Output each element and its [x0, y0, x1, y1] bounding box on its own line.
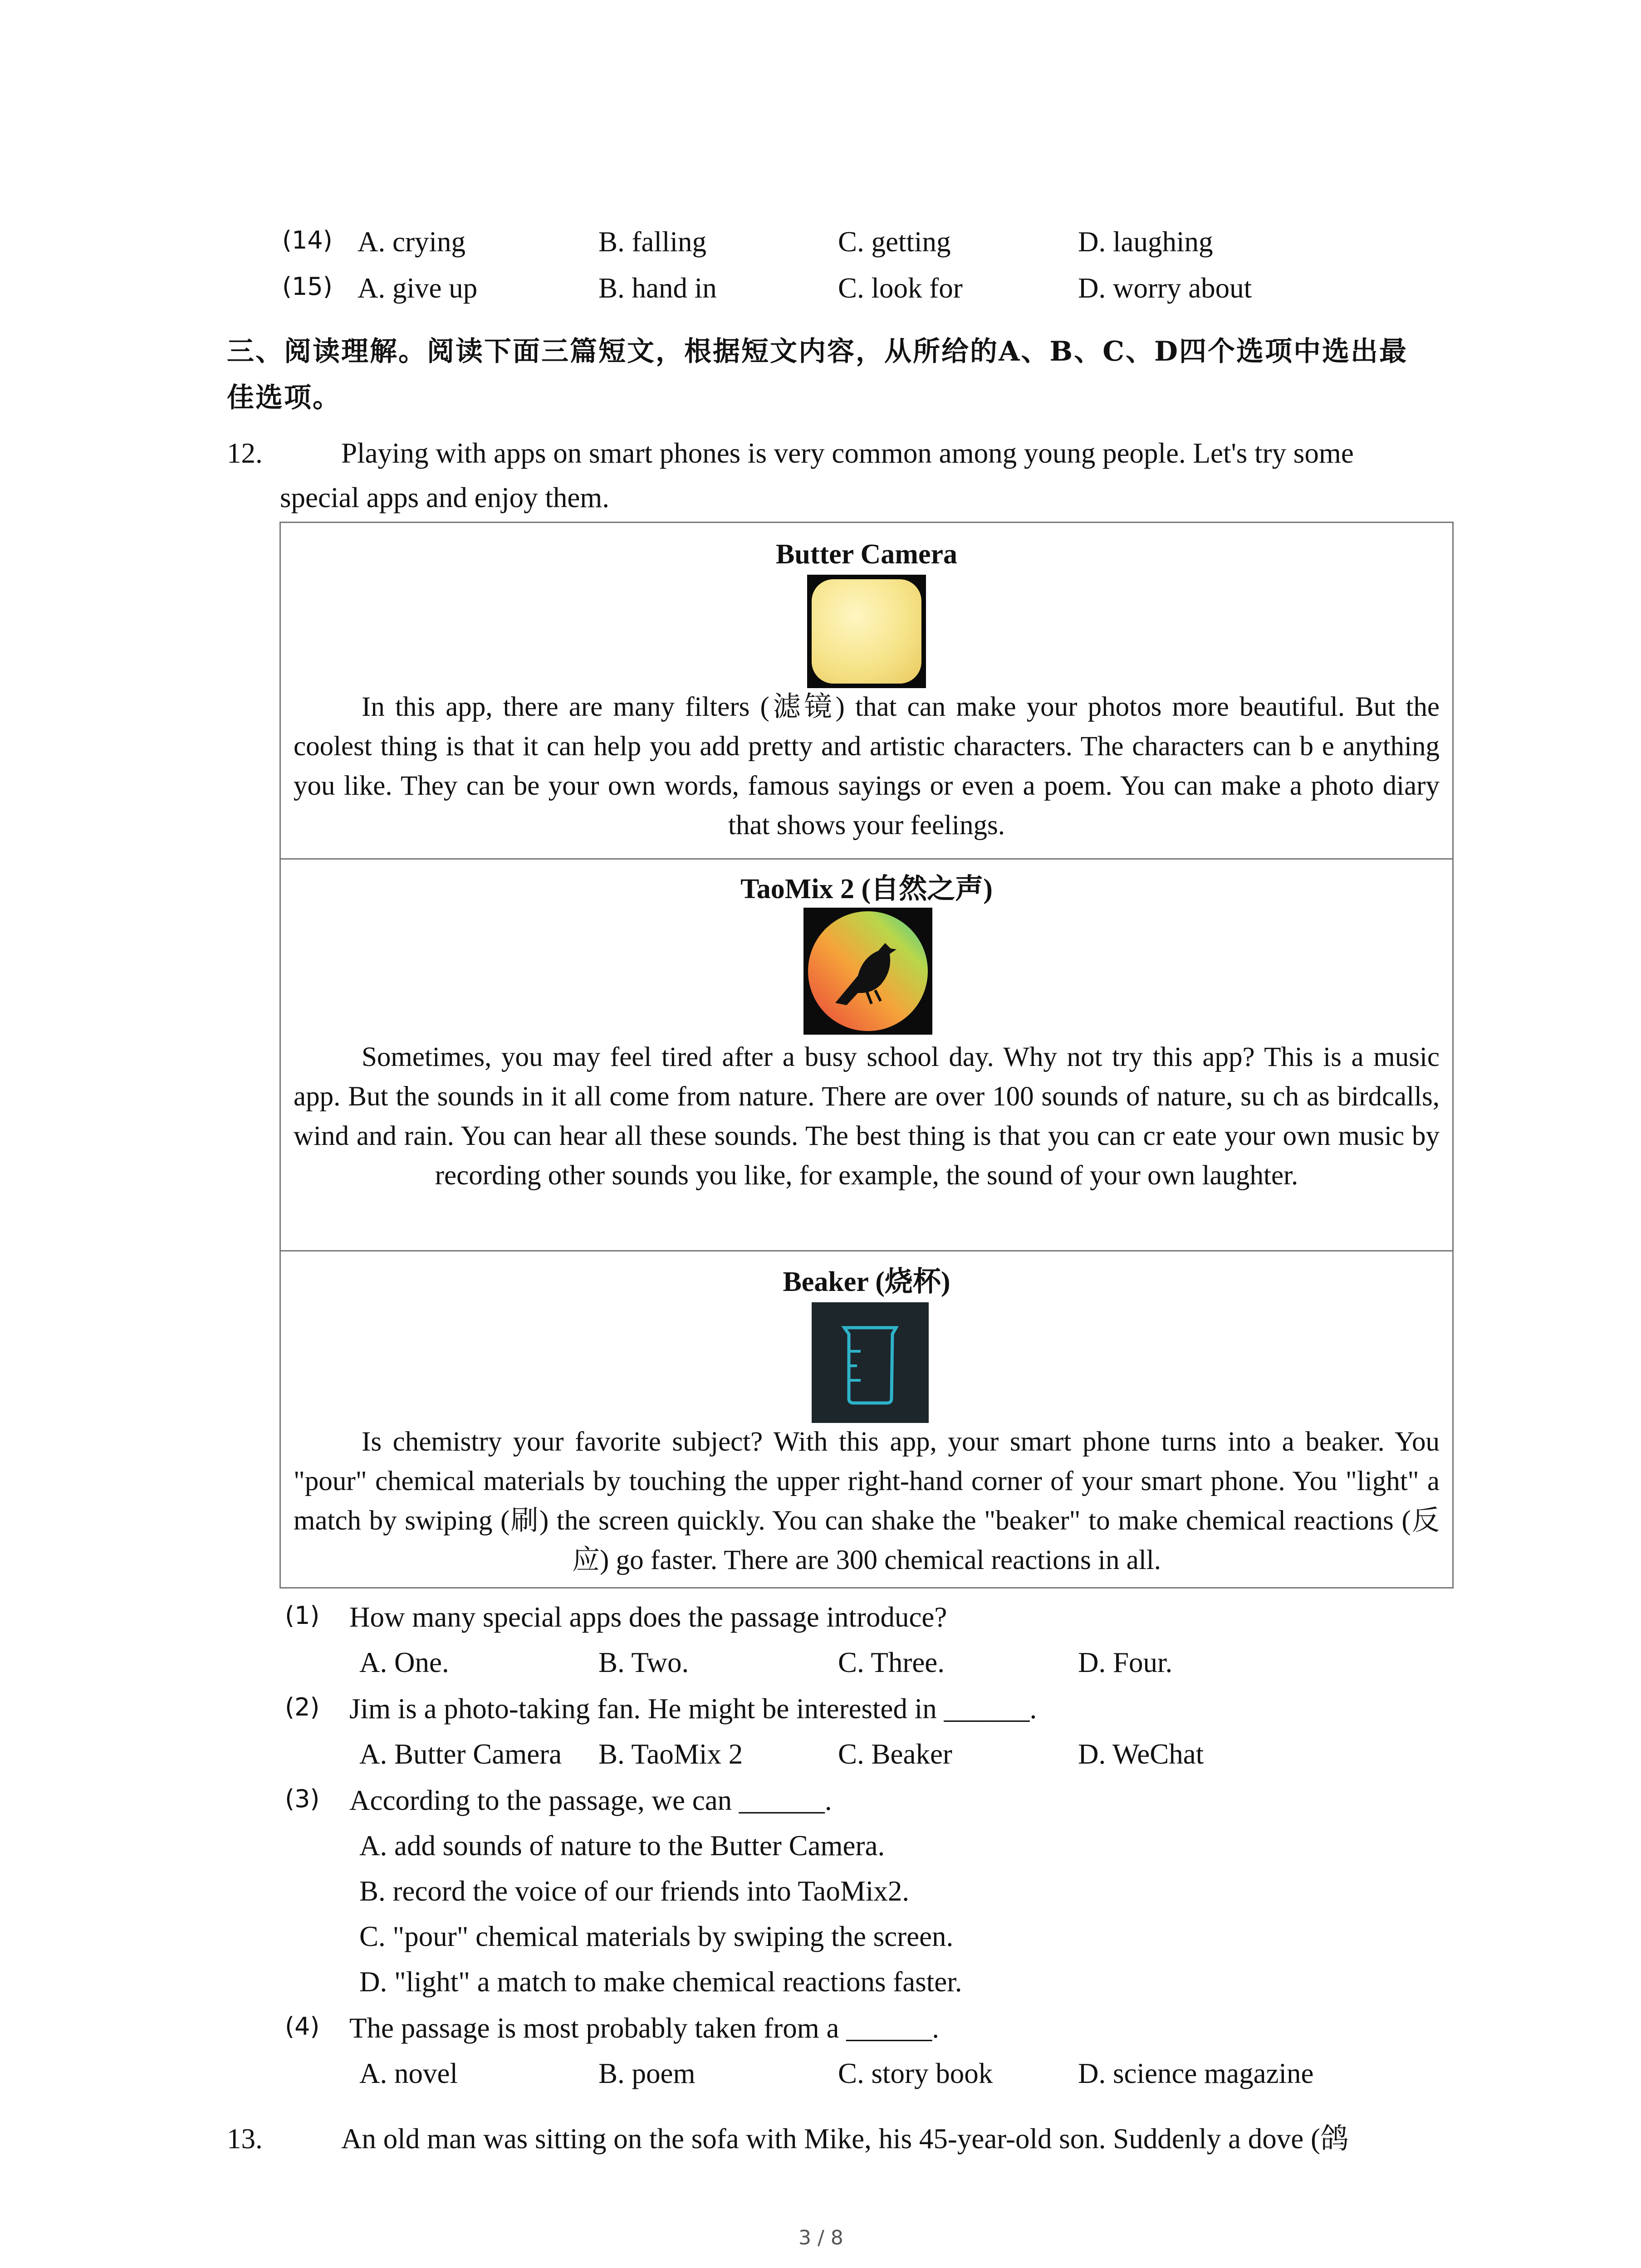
app-beaker [281, 1250, 1452, 1590]
app-title: Beaker (烧杯) [783, 1266, 950, 1297]
option-a: A. give up [358, 272, 478, 304]
option-a: A. novel [359, 2058, 458, 2089]
app-description-text: In this app, there are many filters (滤镜) that can make your photos more beautiful. But the coolest thing is that it can help you add pretty and artistic characters. The characters can b e anything you like. They can be your own words, famous sayings or even a poem. You can make a photo diary that shows your feelings. [294, 692, 1440, 841]
option-c: C. "pour" chemical materials by swiping the screen. [359, 1921, 954, 1952]
app-title: Butter Camera [775, 539, 957, 570]
subquestion-stem: Jim is a photo-taking fan. He might be interested in ______. [349, 1693, 1037, 1725]
subquestion-number: (2) [285, 1693, 320, 1721]
butter-camera-icon [807, 575, 926, 688]
subquestion-number: (1) [285, 1601, 320, 1630]
option-b: B. poem [598, 2058, 696, 2089]
beaker-icon [812, 1302, 929, 1423]
subquestion-number: (3) [285, 1784, 320, 1813]
option-c: C. getting [838, 226, 951, 258]
option-b: B. TaoMix 2 [598, 1738, 743, 1770]
app-description [294, 1037, 1440, 1195]
app-taomix [281, 858, 1452, 1251]
option-c: C. Three. [838, 1647, 945, 1678]
subquestion-stem: According to the passage, we can ______. [349, 1784, 832, 1816]
option-d: D. WeChat [1078, 1738, 1204, 1770]
option-c: C. story book [838, 2058, 993, 2089]
app-description-text: Is chemistry your favorite subject? With this app, your smart phone turns into a beaker. You "pour" chemical materials by touching the upper right-hand corner of your smart phone. You "light" a match by swiping (刷) the screen quickly. You can shake the "beaker" to make chemical reactions (反应) go faster. There are 300 chemical reactions in all. [294, 1427, 1440, 1575]
app-description [294, 1422, 1440, 1580]
apps-table [279, 522, 1454, 1589]
app-butter-camera [281, 523, 1452, 858]
item-number: (14) [282, 226, 333, 254]
option-a: A. crying [358, 226, 465, 258]
option-a: A. One. [359, 1647, 449, 1678]
section-title-line2: 佳选项。 [227, 382, 341, 414]
page-number: 3 / 8 [798, 2226, 843, 2249]
option-b: B. record the voice of our friends into TaoMix2. [359, 1875, 910, 1907]
option-c: C. Beaker [838, 1738, 952, 1770]
item-number: (15) [282, 272, 333, 301]
question-number: 13. [227, 2123, 263, 2155]
option-b: B. Two. [598, 1647, 689, 1678]
option-d: D. worry about [1078, 272, 1252, 304]
option-c: C. look for [838, 272, 963, 304]
intro-line2: special apps and enjoy them. [280, 482, 610, 513]
subquestion-stem: How many special apps does the passage introduce? [349, 1601, 947, 1633]
option-d: D. "light" a match to make chemical reactions faster. [359, 1966, 962, 1998]
option-d: D. Four. [1078, 1647, 1173, 1678]
section-title [227, 328, 1408, 421]
option-a: A. Butter Camera [359, 1738, 562, 1770]
app-description [294, 687, 1440, 845]
option-b: B. falling [598, 226, 706, 258]
app-description-text: Sometimes, you may feel tired after a busy school day. Why not try this app? This is a music app. But the sounds in it all come from nature. There are over 100 sounds of nature, su ch as birdcalls, wind and rain. You can hear all these sounds. The best thing is that you can cr eate your own music by recording other sounds you like, for example, the sound of your own laughter. [294, 1042, 1440, 1191]
option-b: B. hand in [598, 272, 717, 304]
bird-icon [803, 908, 932, 1035]
option-d: D. laughing [1078, 226, 1213, 258]
section-title-line1: 三、阅读理解。阅读下面三篇短文，根据短文内容，从所给的A、B、C、D四个选项中选出最 [227, 336, 1408, 367]
option-a: A. add sounds of nature to the Butter Camera. [359, 1830, 885, 1862]
question-number: 12. [227, 437, 263, 469]
q13-line1: An old man was sitting on the sofa with Mike, his 45-year-old son. Suddenly a dove (鸽 [341, 2123, 1349, 2155]
option-d: D. science magazine [1078, 2058, 1314, 2089]
subquestion-number: (4) [285, 2012, 320, 2041]
intro-line1: Playing with apps on smart phones is very common among young people. Let's try some [341, 437, 1354, 469]
subquestion-stem: The passage is most probably taken from a ______. [349, 2012, 939, 2044]
app-title: TaoMix 2 (自然之声) [740, 874, 993, 904]
